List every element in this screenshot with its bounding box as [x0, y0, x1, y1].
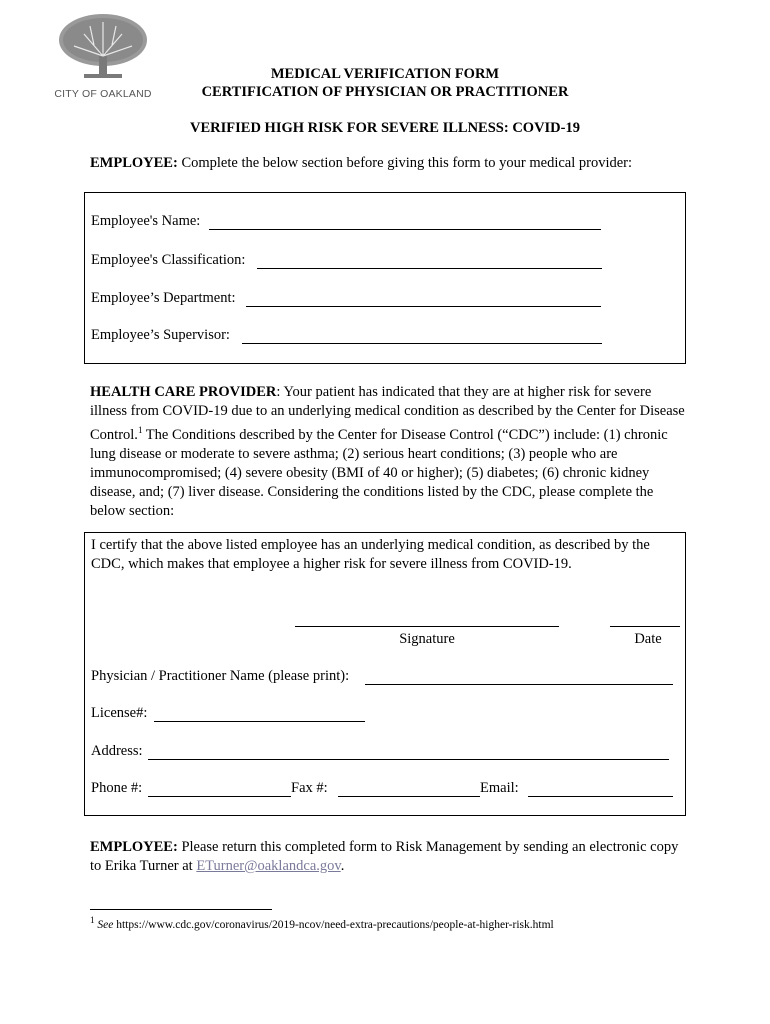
form-subtitle: CERTIFICATION OF PHYSICIAN OR PRACTITIONER: [201, 84, 569, 100]
return-end: .: [340, 858, 345, 874]
phone-field[interactable]: [148, 796, 291, 797]
form-title: MEDICAL VERIFICATION FORM: [270, 66, 500, 82]
employee-instructions: [90, 155, 632, 172]
employee-classification-label: Employee's Classification:: [91, 252, 246, 268]
return-text: Please return this completed form to Risk Management by sending an electronic copy to Erika Turner at: [90, 839, 679, 874]
provider-text-a: : Your patient has indicated that they are at higher risk for severe illness from COVID-19 due to an underlying medical condition as described by the Center for Disease Control.: [90, 384, 685, 443]
phone-label: Phone #:: [91, 780, 143, 796]
license-label: License#:: [91, 705, 148, 721]
fax-field[interactable]: [338, 796, 480, 797]
footnote-divider: [90, 909, 272, 910]
employee-instruction-text: Complete the below section before giving this form to your medical provider:: [177, 155, 633, 171]
address-label: Address:: [91, 743, 143, 759]
org-name: CITY OF OAKLAND: [54, 88, 152, 100]
provider-instructions: [90, 383, 690, 521]
employee-supervisor-label: Employee’s Supervisor:: [91, 327, 230, 343]
employee-department-field[interactable]: [246, 306, 601, 307]
footnote-number: 1: [90, 915, 95, 925]
return-employee-label: EMPLOYEE:: [90, 839, 178, 855]
employee-name-field[interactable]: [209, 229, 601, 230]
date-field[interactable]: [610, 626, 680, 627]
footnote-marker: 1: [137, 425, 143, 435]
footnote-see: See: [97, 918, 114, 931]
certification-statement: I certify that the above listed employee has an underlying medical condition, as described by the CDC, which makes that employee a higher risk for severe illness from COVID-19.: [91, 537, 650, 572]
employee-name-label: Employee's Name:: [91, 213, 201, 229]
provider-label: HEALTH CARE PROVIDER: [90, 384, 277, 400]
email-field[interactable]: [528, 796, 673, 797]
form-heading: VERIFIED HIGH RISK FOR SEVERE ILLNESS: COVID-19: [190, 120, 580, 136]
practitioner-name-label: Physician / Practitioner Name (please print):: [91, 668, 350, 684]
employee-department-label: Employee’s Department:: [91, 290, 236, 306]
employee-supervisor-field[interactable]: [242, 343, 602, 344]
risk-management-email-link[interactable]: ETurner@oaklandca.gov: [196, 858, 341, 874]
return-instructions: [90, 838, 690, 876]
employee-classification-field[interactable]: [257, 268, 602, 269]
signature-field[interactable]: [295, 626, 559, 627]
provider-text-b: The Conditions described by the Center for Disease Control (“CDC”) include: (1) chronic lung disease or moderate to severe asthma; (2) serious heart conditions; (3) people who are immunocompromised; (4) severe obesity (BMI of 40 or higher); (5) diabetes; (6) chronic kidney disease, and; (7) liver disease. Considering the conditions listed by the CDC, please complete the below section:: [90, 426, 668, 519]
fax-label: Fax #:: [291, 780, 328, 796]
employee-label: EMPLOYEE:: [90, 155, 178, 171]
email-label: Email:: [480, 780, 519, 796]
signature-label: Signature: [399, 631, 455, 647]
date-label: Date: [634, 631, 662, 647]
address-field[interactable]: [148, 759, 669, 760]
footnote-url[interactable]: https://www.cdc.gov/coronavirus/2019-ncov/need-extra-precautions/people-at-higher-risk.html: [113, 918, 554, 931]
practitioner-name-field[interactable]: [365, 684, 673, 685]
footnote: [90, 915, 554, 931]
license-field[interactable]: [154, 721, 365, 722]
